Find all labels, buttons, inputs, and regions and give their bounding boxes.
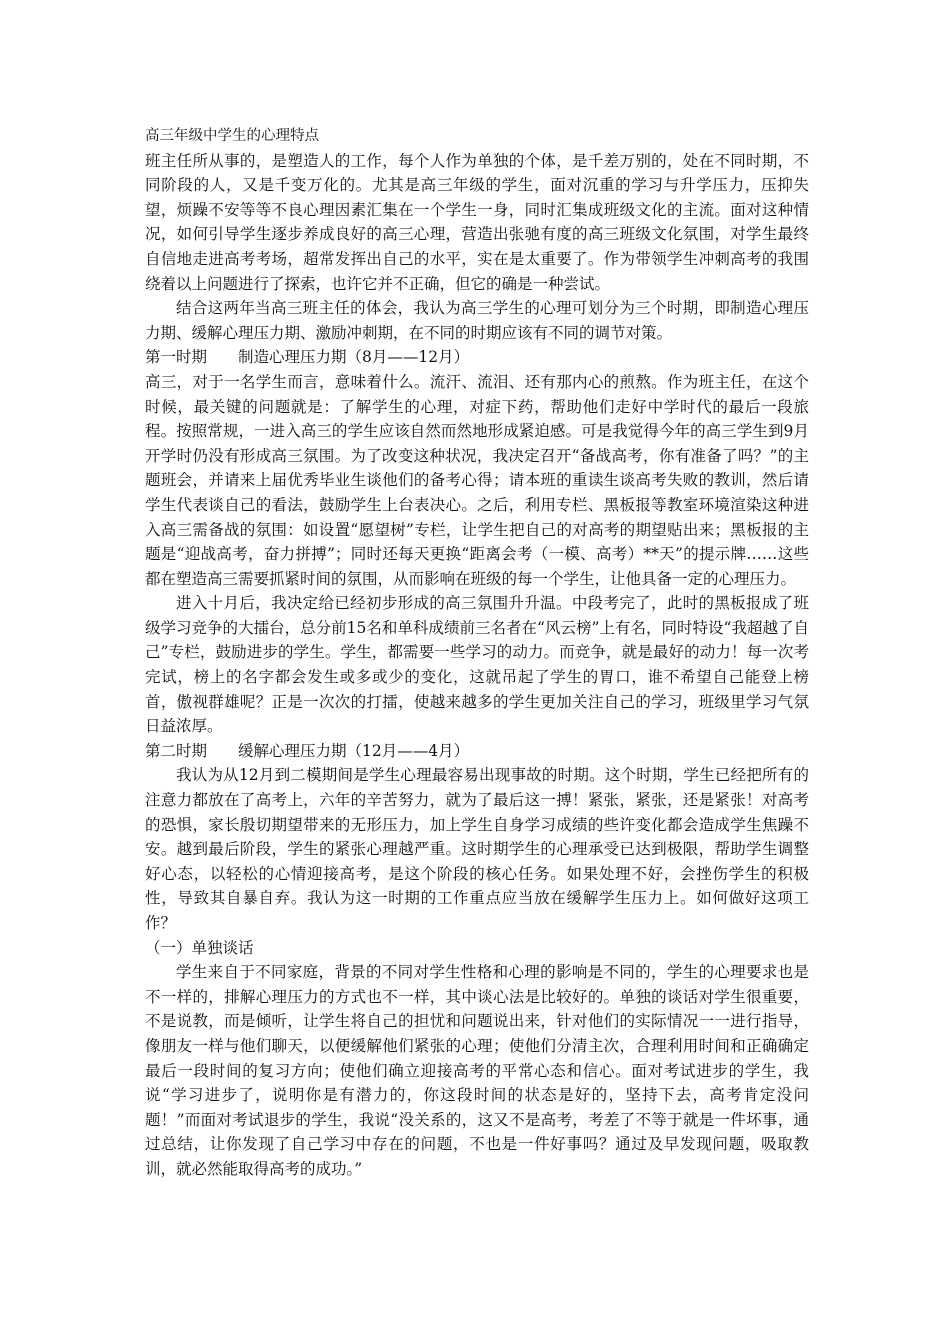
- intro-paragraph: 班主任所从事的，是塑造人的工作，每个人作为单独的个体，是千差万别的，处在不同时期，不同阶段的人，又是千变万化的。尤其是高三年级的学生，面对沉重的学习与升学压力，压抑失望，烦躁不安等等不良心理因素汇集在一个学生一身，同时汇集成班级文化的主流。面对这种情况，如何引导学生逐步养成良好的高三心理，营造出张驰有度的高三班级文化氛围，对学生最终自信地走进高考考场，超常发挥出自己的水平，实在是太重要了。作为带领学生冲刺高考的我围绕着以上问题进行了探索，也许它并不正确，但它的确是一种尝试。: [145, 151, 809, 293]
- period2-paragraph-1: 我认为从12月到二模期间是学生心理最容易出现事故的时期。这个时期，学生已经把所有的注意力都放在了高考上，六年的辛苦努力，就为了最后这一搏！紧张，紧张，还是紧张！对高考的恐惧，家长殷切期望带来的无形压力，加上学生自身学习成绩的些许变化都会造成学生焦躁不安。越到最后阶段，学生的紧张心理越严重。这时期学生的心理承受已达到极限，帮助学生调整好心态，以轻松的心情迎接高考，是这个阶段的核心任务。如果处理不好，会挫伤学生的积极性，导致其自暴自弃。我认为这一时期的工作重点应当放在缓解学生压力上。如何做好这项工作？: [145, 766, 809, 932]
- period1-paragraph-2: 进入十月后，我决定给已经初步形成的高三氛围升升温。中段考完了，此时的黑板报成了班级学习竞争的大擂台，总分前15名和单科成绩前三名者在“风云榜”上有名，同时特设“我超越了自己”专栏，鼓励进步的学生。学生，都需要一些学习的动力。而竞争，就是最好的动力！每一次考完试，榜上的名字都会发生或多或少的变化，这就吊起了学生的胃口，谁不希望自己能登上榜首，傲视群雄呢？正是一次次的打擂，使越来越多的学生更加关注自己的学习，班级里学习气氛日益浓厚。: [145, 594, 809, 736]
- subsection-1-paragraph: 学生来自于不同家庭，背景的不同对学生性格和心理的影响是不同的，学生的心理要求也是不一样的，排解心理压力的方式也不一样，其中谈心法是比较好的。单独的谈话对学生很重要，不是说教，而是倾听，让学生将自己的担忧和问题说出来，针对他们的实际情况一一进行指导，像朋友一样与他们聊天，以便缓解他们紧张的心理；使他们分清主次，合理利用时间和正确确定最后一段时间的复习方向；使他们确立迎接高考的平常心态和信心。面对考试进步的学生，我说“学习进步了，说明你是有潜力的，你这段时间的状态是好的，坚持下去，高考肯定没问题！”而面对考试退步的学生，我说“没关系的，这又不是高考，考差了不等于就是一件坏事，通过总结，让你发现了自己学习中存在的问题，不也是一件好事吗？通过及早发现问题，吸取教训，就必然能取得高考的成功。”: [145, 963, 809, 1178]
- period2-heading: 第二时期 缓解心理压力期（12月——4月）: [145, 741, 470, 760]
- subsection-1-heading: （一）单独谈话: [145, 938, 254, 957]
- document-page: [145, 124, 809, 1182]
- summary-paragraph: 结合这两年当高三班主任的体会，我认为高三学生的心理可划分为三个时期，即制造心理压力期、缓解心理压力期、激励冲刺期，在不同的时期应该有不同的调节对策。: [145, 299, 809, 342]
- document-title: 高三年级中学生的心理特点: [145, 128, 319, 144]
- period1-heading: 第一时期 制造心理压力期（8月——12月）: [145, 348, 470, 367]
- period1-paragraph-1: 高三，对于一名学生而言，意味着什么。流汗、流泪、还有那内心的煎熬。作为班主任，在这个时候，最关键的问题就是：了解学生的心理，对症下药，帮助他们走好中学时代的最后一段旅程。按照常规，一进入高三的学生应该自然而然地形成紧迫感。可是我觉得今年的高三学生到9月开学时仍没有形成高三氛围。为了改变这种状况，我决定召开“备战高考，你有准备了吗？”的主题班会，并请来上届优秀毕业生谈他们的备考心得；请本班的重读生谈高考失败的教训，然后请学生代表谈自己的看法，鼓励学生上台表决心。之后，利用专栏、黑板报等教室环境渲染这种进入高三需备战的氛围：如设置“愿望树”专栏，让学生把自己的对高考的期望贴出来；黑板报的主题是“迎战高考，奋力拼搏”；同时还每天更换“距离会考（一模、高考）**天”的提示牌……这些都在塑造高三需要抓紧时间的氛围，从而影响在班级的每一个学生，让他具备一定的心理压力。: [145, 372, 809, 588]
